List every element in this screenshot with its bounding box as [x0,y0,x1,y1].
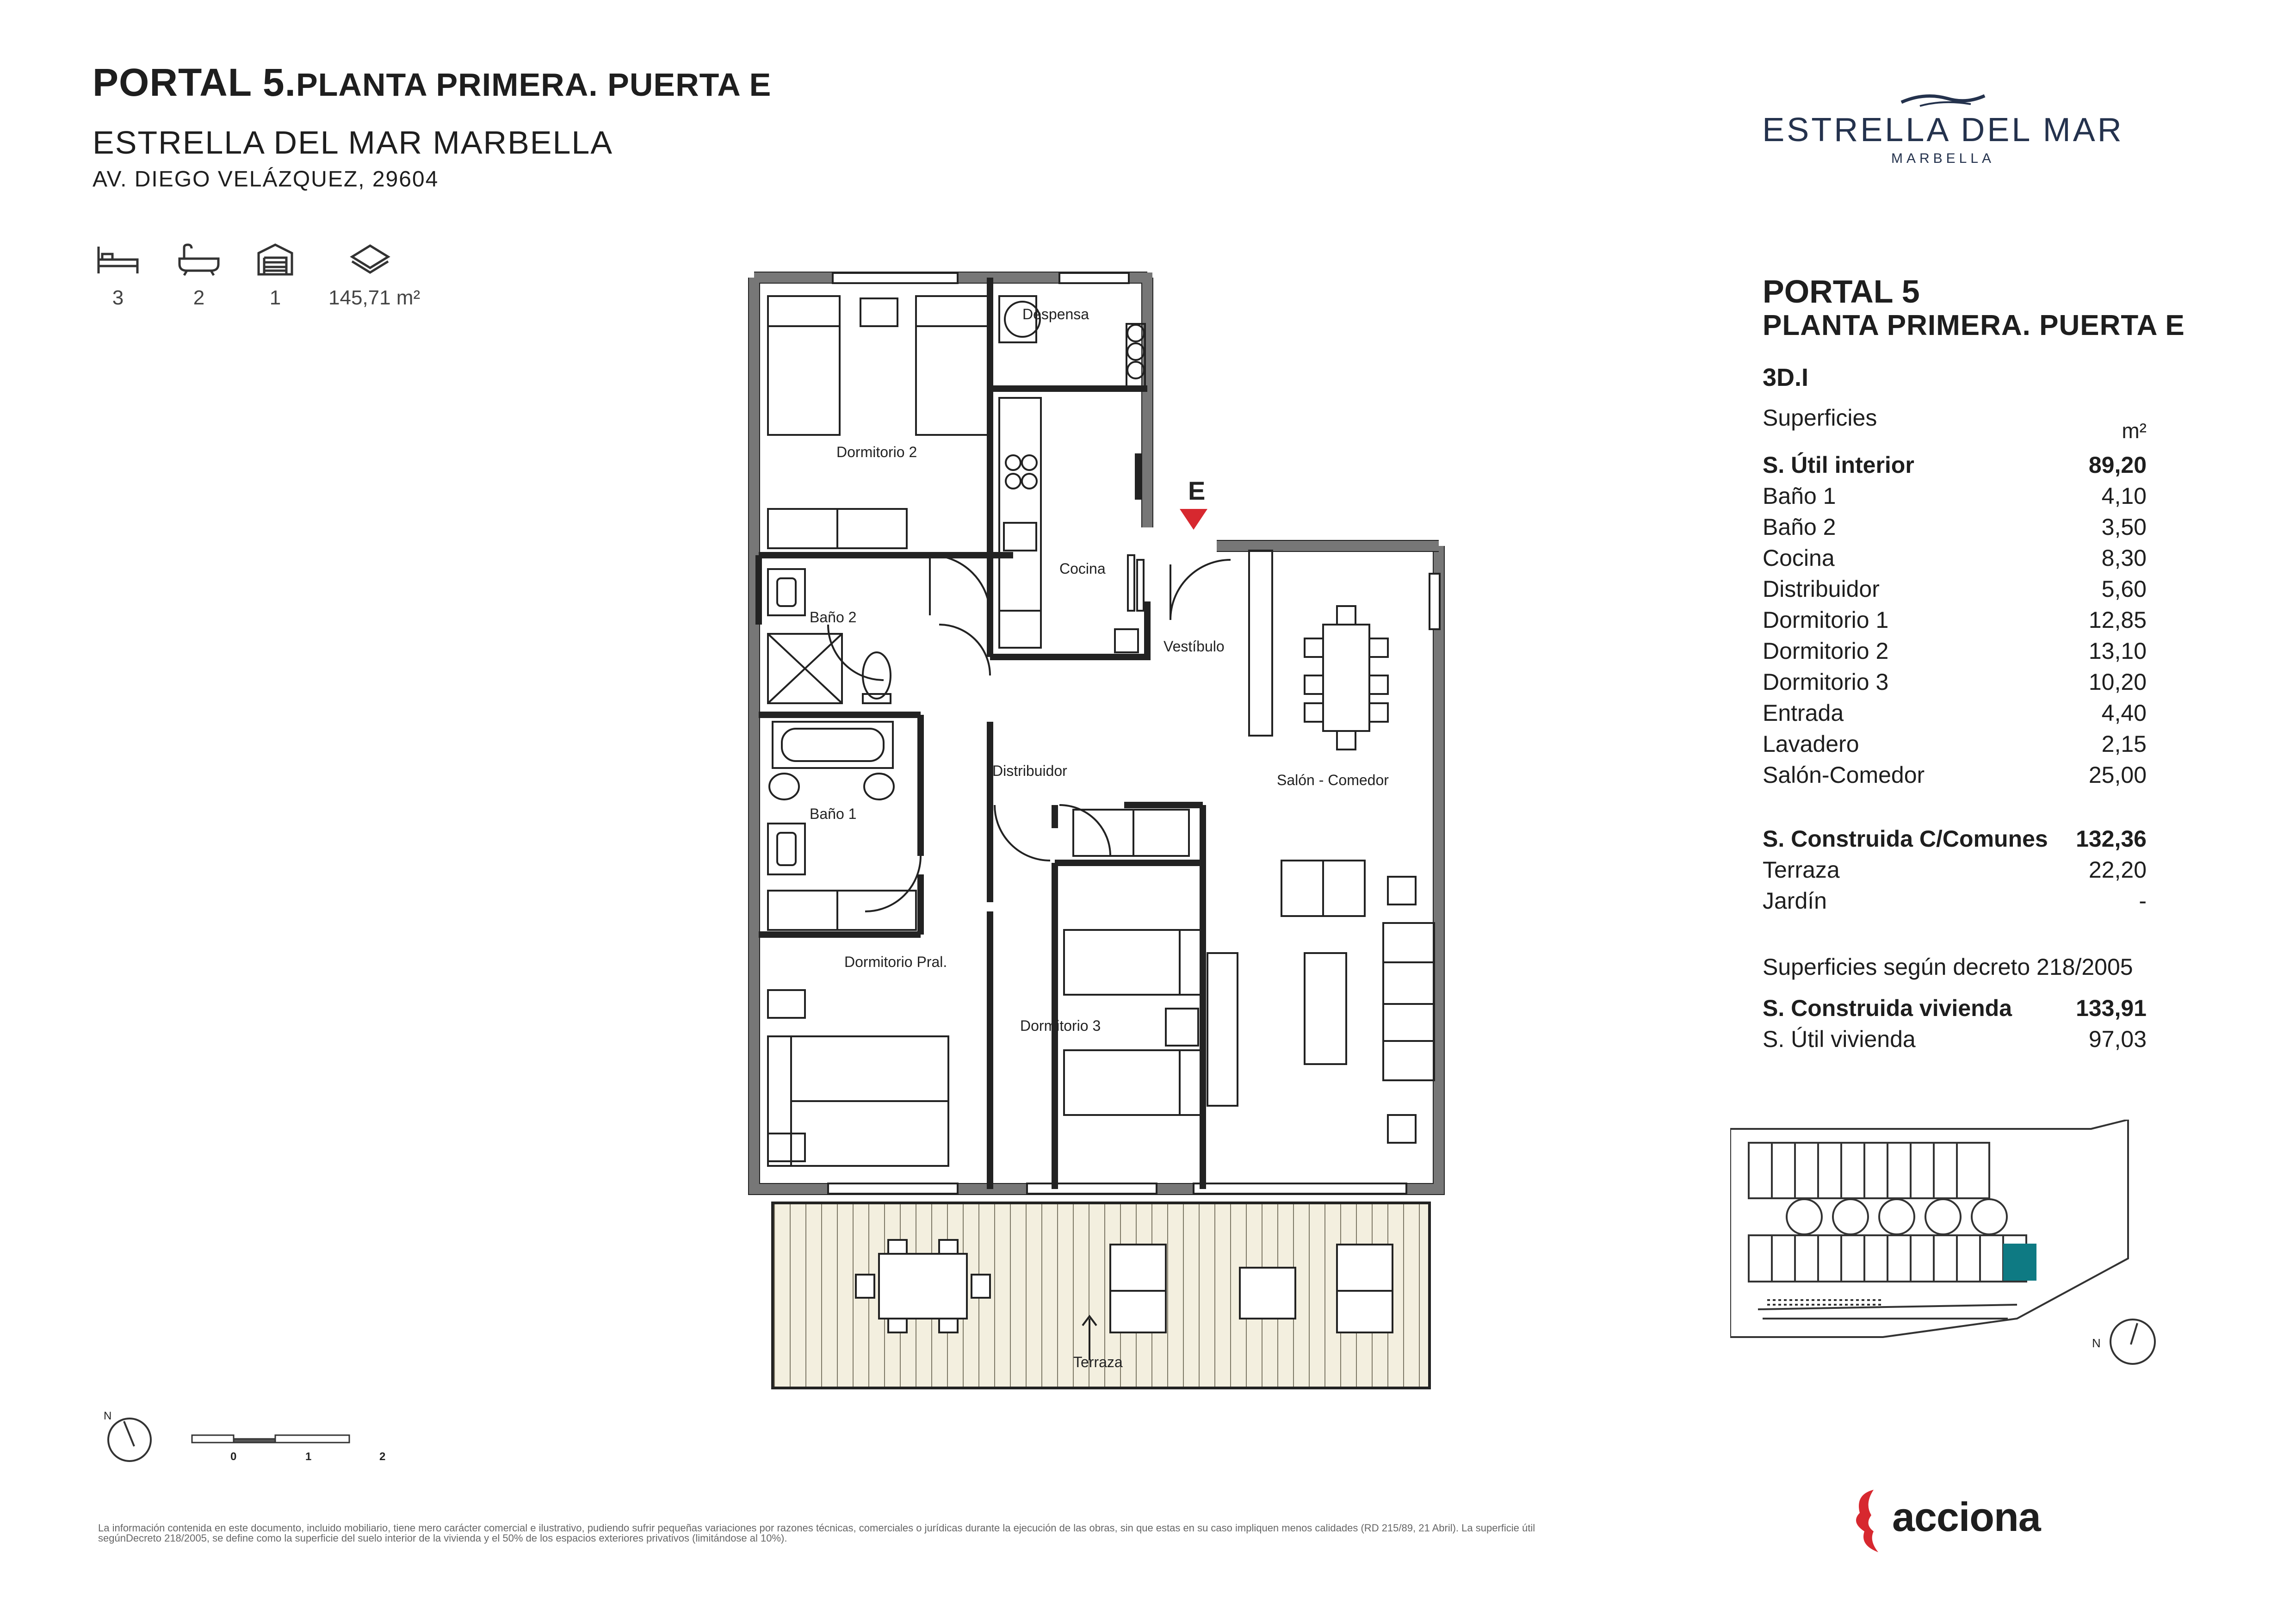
decree-table [1763,952,2147,1055]
surface-room-name: Entrada [1763,700,1844,726]
label-salon: Salón - Comedor [1277,772,1389,788]
util-interior-row: S. Útil interior 89,20 [1763,452,2147,478]
compass-and-scale [102,1406,398,1476]
acciona-text: acciona [1892,1494,2041,1540]
summary-portal: PORTAL 5 [1763,273,1920,310]
key-plan-unit-highlight [2003,1244,2036,1281]
surface-row [1763,667,2147,698]
floor-plan [740,259,1462,1406]
surface-room-name: Lavadero [1763,731,1859,757]
address: AV. DIEGO VELÁZQUEZ, 29604 [93,167,439,192]
built-table [1763,824,2147,917]
development-name: ESTRELLA DEL MAR MARBELLA [93,124,613,161]
surface-room-name: Dormitorio 3 [1763,669,1889,695]
label-dormitorio-pral: Dormitorio Pral. [844,954,947,970]
surface-row [1763,543,2147,574]
surface-room-value: 4,10 [2101,483,2147,509]
entrance-arrow-icon [1180,509,1207,530]
surface-room-name: Cocina [1763,545,1835,571]
unit-type: 3D.I [1763,364,1809,391]
surface-room-name: Dormitorio 1 [1763,607,1889,633]
surface-room-value: 4,40 [2101,700,2147,726]
surface-room-value: 12,85 [2088,607,2147,633]
feature-bedrooms [86,243,150,310]
label-cocina: Cocina [1059,560,1106,577]
logo-name: ESTRELLA DEL MAR [1762,112,2124,149]
key-plan-compass [2110,1319,2155,1364]
surface-row [1763,636,2147,667]
surface-row [1763,481,2147,512]
surface-room-value: 13,10 [2088,638,2147,664]
parking-count: 1 [269,286,281,309]
unit-label: m² [2122,419,2147,443]
acciona-logo [1846,1485,2041,1557]
surface-room-name: Dormitorio 2 [1763,638,1889,664]
surface-row [1763,574,2147,605]
surface-row [1763,698,2147,729]
title-portal: PORTAL 5. [93,61,296,104]
bathrooms-count: 2 [193,286,205,309]
surface-room-value: 2,15 [2101,731,2147,757]
bathtub-icon [177,243,221,276]
summary-floor: PLANTA PRIMERA. PUERTA E [1763,310,2185,341]
built-home-row: S. Construida vivienda 133,91 [1763,995,2147,1021]
wave-logo-icon [1892,90,1994,109]
compass-icon [108,1419,151,1461]
page-title [93,60,771,105]
scale-0: 0 [230,1450,237,1463]
label-bano1: Baño 1 [810,805,857,822]
label-dormitorio2: Dormitorio 2 [836,444,917,460]
scale-2: 2 [379,1450,386,1463]
surface-row [1763,729,2147,760]
surface-row [1763,760,2147,791]
terrace-row: Terraza 22,20 [1763,857,2147,883]
built-row: S. Construida C/Comunes 132,36 [1763,826,2147,852]
surface-room-value: 8,30 [2101,545,2147,571]
logo-city: MARBELLA [1891,151,1995,166]
key-plan [1730,1120,2165,1379]
label-vestibulo: Vestíbulo [1163,638,1225,655]
surface-room-value: 10,20 [2088,669,2147,695]
bed-icon [96,243,140,276]
label-bano2: Baño 2 [810,609,857,626]
brand-logo [1758,90,2128,167]
surface-room-name: Baño 1 [1763,483,1836,509]
label-distribuidor: Distribuidor [992,762,1067,779]
label-dormitorio3: Dormitorio 3 [1020,1017,1101,1034]
surface-row [1763,605,2147,636]
surface-room-name: Baño 2 [1763,514,1836,540]
feature-parking [243,243,308,310]
surfaces-label: Superficies [1763,405,1877,431]
acciona-mark-icon [1846,1485,1892,1555]
label-terraza: Terraza [1073,1354,1123,1370]
title-floor: PLANTA PRIMERA. PUERTA E [296,67,772,103]
scale-1: 1 [305,1450,312,1463]
surface-room-name: Distribuidor [1763,576,1880,602]
area-icon [349,243,391,276]
surfaces-header [1763,403,2147,443]
surface-room-value: 3,50 [2101,514,2147,540]
entrance-letter: E [1188,476,1206,505]
surface-row [1763,512,2147,543]
feature-area [328,243,421,310]
surface-room-name: Salón-Comedor [1763,762,1925,788]
key-plan-north: N [2092,1336,2101,1350]
util-home-row: S. Útil vivienda 97,03 [1763,1026,2147,1052]
label-despensa: Despensa [1022,306,1089,322]
bedrooms-count: 3 [112,286,124,309]
compass-north: N [104,1410,112,1422]
legal-disclaimer: La información contenida en este documento, incluido mobiliario, tiene mero carácter comercial e ilustrativo, pudiendo sufrir pequeñas variaciones por razones técnicas, comerciales o jurídicas durante la ejecución de las obras, sin que estas en su caso impliquen menos calidades (RD 215/89, 21 Abril). La superficie útil segúnDecreto 218/2005, se define como la superficie del suelo interior de la vivienda y el 50% de los espacios exteriores privativos (limitándose al 10%). [98,1522,1535,1544]
surfaces-table [1763,450,2147,791]
decree-label: Superficies según decreto 218/2005 [1763,954,2133,980]
surface-room-value: 25,00 [2088,762,2147,788]
surface-room-value: 5,60 [2101,576,2147,602]
area-value: 145,71 m² [328,286,421,309]
garage-icon [257,243,294,276]
feature-bathrooms [167,243,231,310]
garden-row: Jardín - [1763,888,2147,914]
